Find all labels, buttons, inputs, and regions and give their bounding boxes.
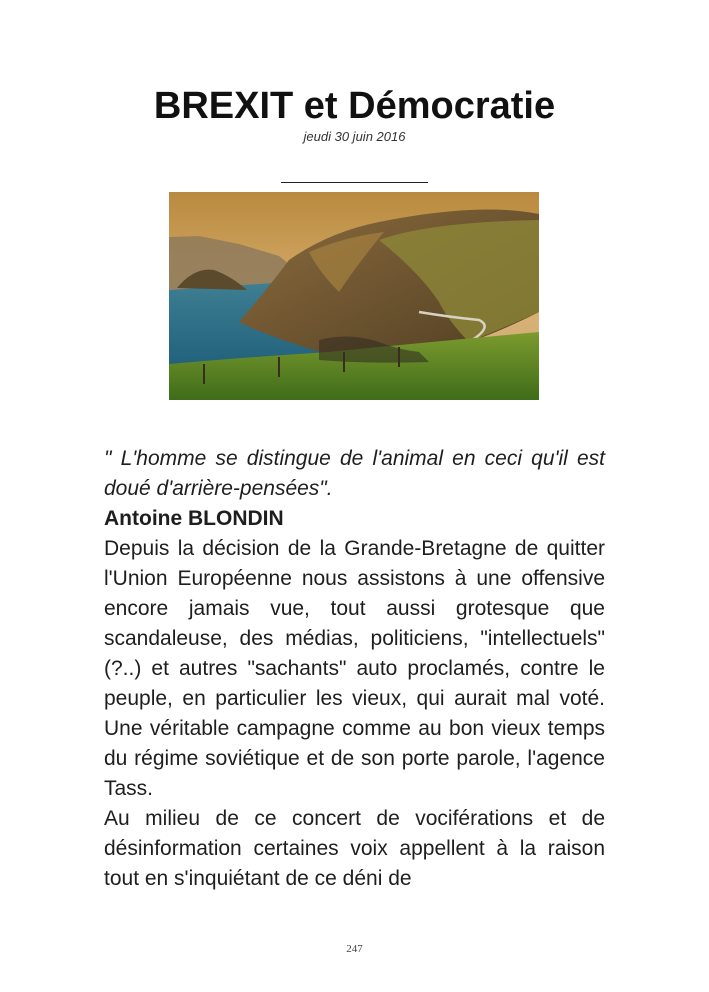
article-body xyxy=(104,444,605,894)
quote-author: Antoine BLONDIN xyxy=(104,507,284,530)
coastal-cliffs-photo xyxy=(169,192,539,400)
publication-date: jeudi 30 juin 2016 xyxy=(303,129,406,144)
epigraph-quote: " L'homme se distingue de l'animal en ceci qu'il est doué d'arrière-pensées". xyxy=(104,447,605,500)
paragraph: Au milieu de ce concert de vociférations et de désinformation certaines voix appellent à la raison tout en s'inquiétant de ce déni de xyxy=(104,807,605,890)
paragraph: Depuis la décision de la Grande-Bretagne de quitter l'Union Européenne nous assistons à une offensive encore jamais vue, tout aussi grotesque que scandaleuse, des médias, politiciens, "intellectuels" (?..) et autres "sachants" auto proclamés, contre le peuple, en particulier les vieux, qui aurait mal voté. Une véritable campagne comme au bon vieux temps du régime soviétique et de son porte parole, l'agence Tass. xyxy=(104,537,605,800)
separator-line xyxy=(281,182,428,183)
page-title: BREXIT et Démocratie xyxy=(153,85,556,127)
page-number: 247 xyxy=(346,943,363,955)
